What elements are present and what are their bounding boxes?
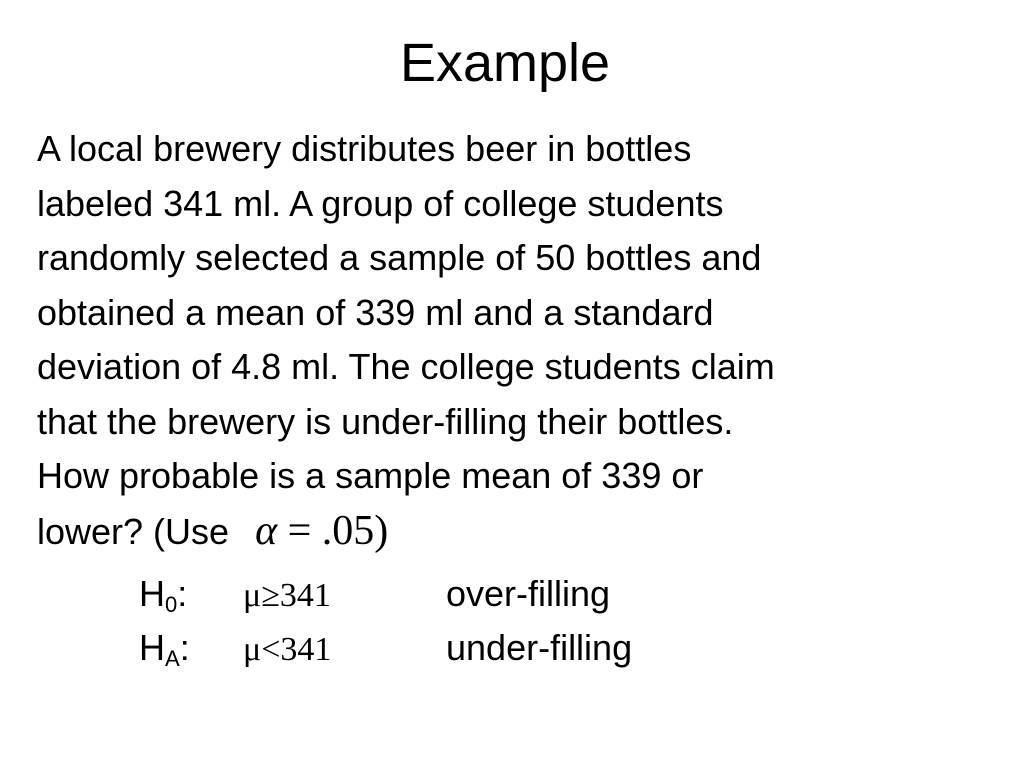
null-hypothesis-description: over-filling bbox=[446, 573, 611, 614]
paragraph-line-4: obtained a mean of 339 ml and a standard bbox=[37, 291, 714, 333]
alternative-hypothesis-description: under-filling bbox=[446, 627, 633, 668]
paragraph-line-7: How probable is a sample mean of 339 or bbox=[37, 455, 704, 496]
slide-title: Example bbox=[399, 33, 611, 93]
paragraph-line-2: labeled 341 ml. A group of college students bbox=[37, 182, 724, 224]
null-hypothesis-letter: H bbox=[139, 573, 165, 614]
null-hypothesis bbox=[139, 574, 610, 616]
null-hypothesis-expression: μ≥341 bbox=[243, 577, 331, 614]
alternative-hypothesis-letter: H bbox=[139, 627, 165, 668]
problem-paragraph bbox=[37, 122, 1012, 559]
null-hypothesis-label bbox=[139, 573, 243, 617]
alternative-hypothesis bbox=[139, 628, 632, 670]
alternative-hypothesis-subscript: A bbox=[165, 646, 180, 671]
alternative-hypothesis-expression: μ<341 bbox=[243, 631, 332, 668]
paragraph-line-3: randomly selected a sample of 50 bottles and bbox=[37, 237, 762, 278]
alpha-symbol: α bbox=[255, 507, 278, 554]
paragraph-line-6: that the brewery is under-filling their bottles. bbox=[37, 400, 734, 442]
alpha-value: = .05) bbox=[277, 507, 389, 554]
use-text: lower? (Use bbox=[37, 510, 230, 552]
null-hypothesis-colon: : bbox=[177, 573, 188, 614]
alternative-hypothesis-colon: : bbox=[179, 627, 190, 668]
paragraph-line-8 bbox=[37, 504, 1012, 560]
paragraph-line-1: A local brewery distributes beer in bottles bbox=[37, 128, 692, 169]
alternative-hypothesis-label bbox=[139, 627, 243, 671]
paragraph-line-5: deviation of 4.8 ml. The college students claim bbox=[37, 346, 775, 387]
null-hypothesis-subscript: 0 bbox=[165, 592, 178, 617]
alpha-equation bbox=[255, 508, 388, 554]
